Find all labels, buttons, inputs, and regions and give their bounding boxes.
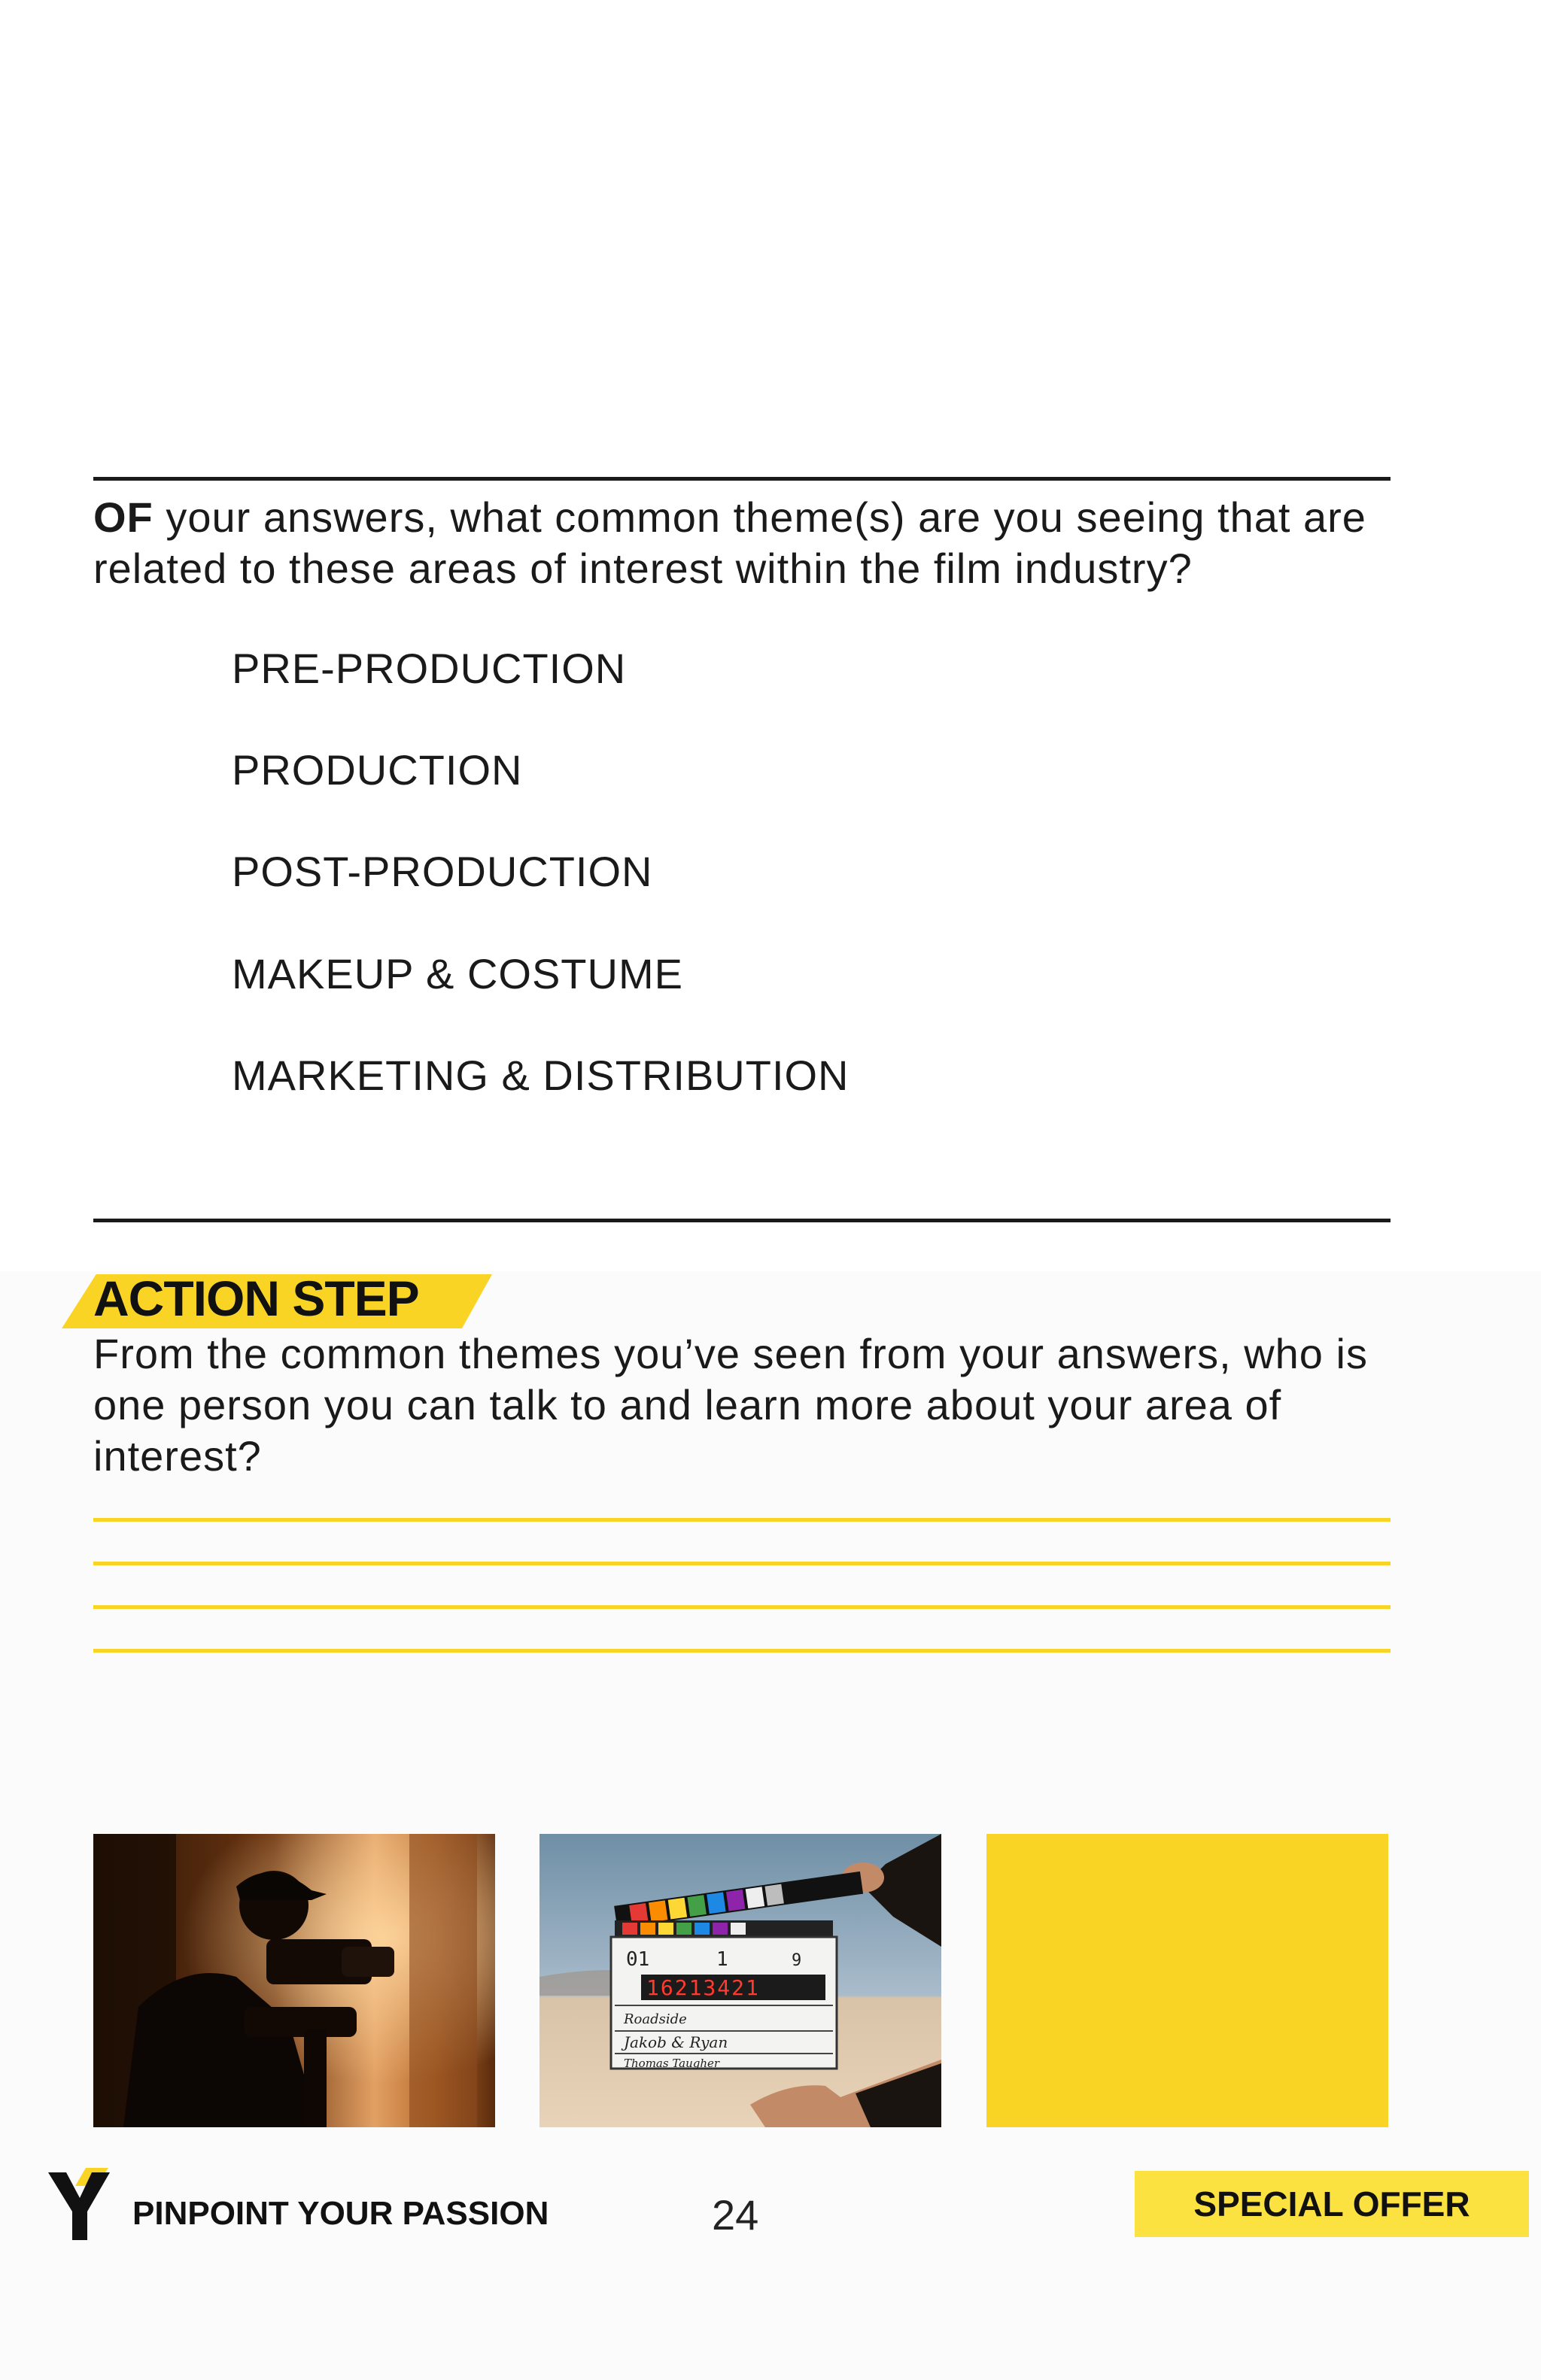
action-step-title: ACTION STEP xyxy=(93,1270,419,1326)
slate-timecode: 16213421 xyxy=(646,1975,760,2000)
question-text: your answers, what common theme(s) are you seeing that are related to these areas of interest within the film industry? xyxy=(93,493,1366,592)
area-production: PRODUCTION xyxy=(232,746,523,794)
slate-roll: 01 xyxy=(626,1948,650,1971)
area-marketing-distribution: MARKETING & DISTRIBUTION xyxy=(232,1052,850,1099)
special-offer-button[interactable]: SPECIAL OFFER xyxy=(1135,2171,1529,2237)
theme-question xyxy=(93,492,1403,594)
footer-book-title: PINPOINT YOUR PASSION xyxy=(132,2195,549,2232)
area-makeup-costume: MAKEUP & COSTUME xyxy=(232,950,683,997)
action-step-prompt: From the common themes you’ve seen from your answers, who is one person you can talk to and learn more about your area of interest? xyxy=(93,1330,1368,1480)
clapperboard-photo xyxy=(540,1834,941,2127)
slate-scene: 1 xyxy=(716,1948,728,1971)
answer-line[interactable] xyxy=(93,1562,1391,1565)
area-pre-production: PRE-PRODUCTION xyxy=(232,645,627,692)
area-post-production: POST-PRODUCTION xyxy=(232,848,653,895)
slate-production: Roadside xyxy=(624,2011,687,2027)
yellow-color-block xyxy=(986,1834,1388,2127)
answer-line[interactable] xyxy=(93,1605,1391,1609)
slate-take: 9 xyxy=(792,1951,802,1970)
top-divider xyxy=(93,477,1391,481)
slate-director: Jakob & Ryan xyxy=(624,2033,728,2051)
answer-line[interactable] xyxy=(93,1518,1391,1522)
camera-operator-photo xyxy=(93,1834,495,2127)
slate-camera: Thomas Taugher xyxy=(624,2057,720,2070)
answer-line[interactable] xyxy=(93,1649,1391,1653)
middle-divider xyxy=(93,1219,1391,1222)
brand-logo-icon xyxy=(48,2168,114,2244)
page-number: 24 xyxy=(712,2191,759,2239)
question-lead: OF xyxy=(93,493,153,541)
